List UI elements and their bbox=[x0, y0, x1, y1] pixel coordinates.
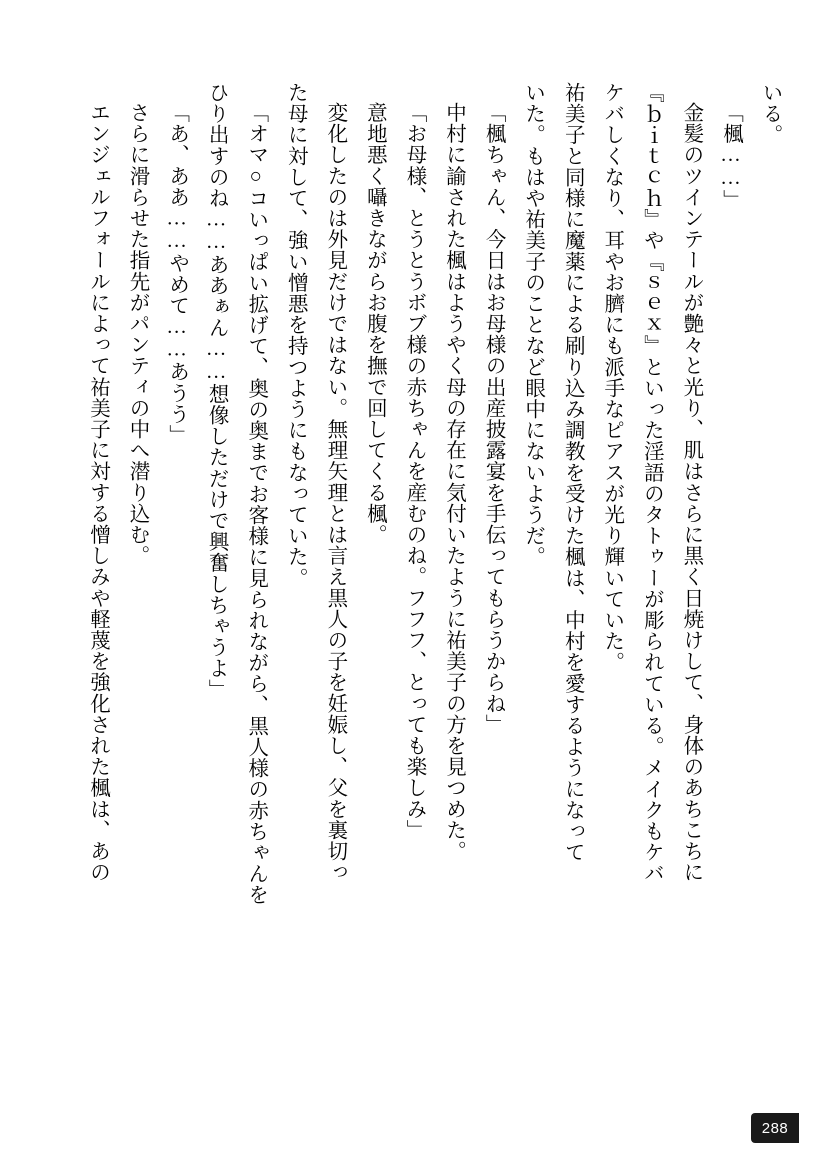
novel-body-text bbox=[69, 82, 789, 1042]
body-line: 意地悪く囁きながらお腹を撫で回してくる楓。 bbox=[363, 102, 386, 546]
body-line: 中村に諭された楓はようやく母の存在に気付いたように祐美子の方を見つめた。 bbox=[442, 102, 465, 862]
body-line: エンジェルフォールによって祐美子に対する憎しみや軽蔑を強化された楓は、あの bbox=[86, 102, 109, 883]
body-line: ひり出すのね……ああぁん……想像しただけで興奮しちゃうよ」 bbox=[205, 82, 228, 700]
body-line: 『ｂｉｔｃｈ』や『ｓｅｘ』といった淫語のタトゥーが彫られている。メイクもケバ bbox=[640, 82, 663, 884]
body-line: 金髪のツインテールが艶々と光り、肌はさらに黒く日焼けして、身体のあちこちに bbox=[679, 102, 702, 883]
body-line: 変化したのは外見だけではない。無理矢理とは言え黒人の子を妊娠し、父を裏切っ bbox=[323, 102, 346, 883]
body-line: いた。もはや祐美子のことなど眼中にないようだ。 bbox=[521, 82, 544, 568]
body-line: 「楓……」 bbox=[719, 102, 742, 211]
page-number-badge: 288 bbox=[751, 1113, 799, 1143]
body-line: 「楓ちゃん、今日はお母様の出産披露宴を手伝ってもらうからね」 bbox=[482, 102, 505, 735]
body-line: た母に対して、強い憎悪を持つようにもなっていた。 bbox=[284, 82, 307, 589]
body-line: いる。 bbox=[759, 82, 781, 146]
body-line: 「オマ○コいっぱい拡げて、奥の奥までお客様に見られながら、黒人様の赤ちゃんを bbox=[244, 102, 267, 906]
body-line: 「あ、ああ……やめて……あうう」 bbox=[165, 102, 188, 446]
body-line: 祐美子と同様に魔薬による刷り込み調教を受けた楓は、中村を愛するようになって bbox=[561, 82, 584, 863]
body-line: ケバしくなり、耳やお臍にも派手なピアスが光り輝いていた。 bbox=[600, 82, 623, 673]
body-line: 「お母様、とうとうボブ様の赤ちゃんを産むのね。フフフ、とっても楽しみ」 bbox=[402, 102, 425, 841]
body-line: さらに滑らせた指先がパンティの中へ潜り込む。 bbox=[126, 102, 148, 567]
